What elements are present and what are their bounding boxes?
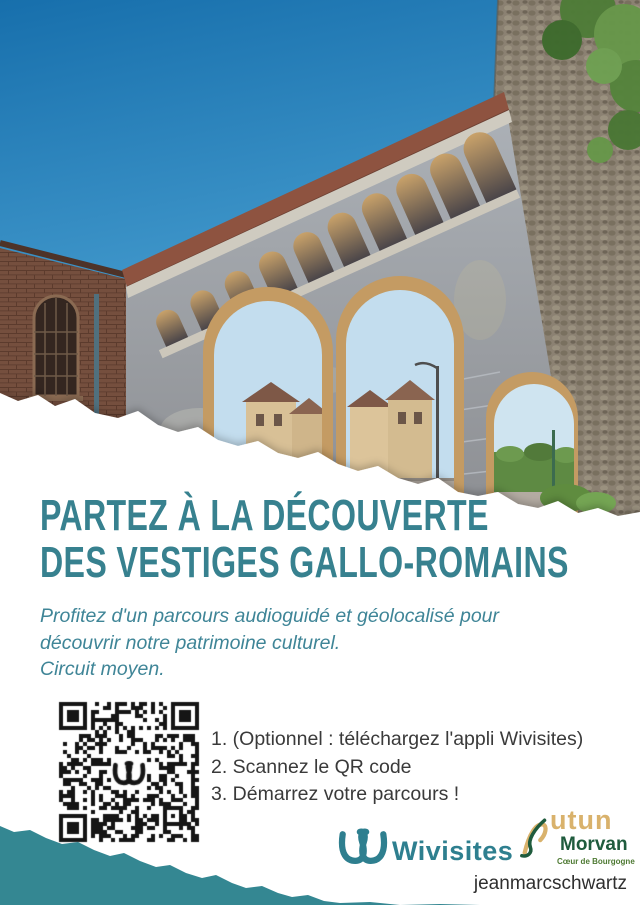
step-item-2: 2. Scannez le QR code [211,755,412,778]
intro-text [40,603,499,683]
poster-title-line-2: DES VESTIGES GALLO-ROMAINS [40,538,569,587]
steps-list [211,726,583,809]
teal-torn-band [0,820,520,905]
poster-title [40,492,569,586]
autun-morvan-logo [517,804,639,878]
intro-line-2: découvrir notre patrimoine culturel. [40,631,341,654]
autun-wordmark-part1: utun [550,805,613,835]
step-item-3: 3. Démarrez votre parcours ! [211,783,460,805]
intro-line-3: Circuit moyen. [40,658,165,680]
intro-line-1: Profitez d'un parcours audioguidé et géolocalisé pour [40,605,500,627]
autun-wordmark-part2: Morvan [560,834,628,855]
autun-a-swoosh-icon [519,810,553,866]
autun-tagline: Cœur de Bourgogne [557,857,635,866]
step-item-1: 1. (Optionnel : téléchargez l'appli Wivisites) [211,728,584,750]
wivisites-wordmark: Wivisites [392,836,514,866]
credit-text: jeanmarcschwartz [473,873,627,894]
sign-post [552,430,555,492]
poster-title-line-1: PARTEZ À LA DÉCOUVERTE [40,491,489,540]
